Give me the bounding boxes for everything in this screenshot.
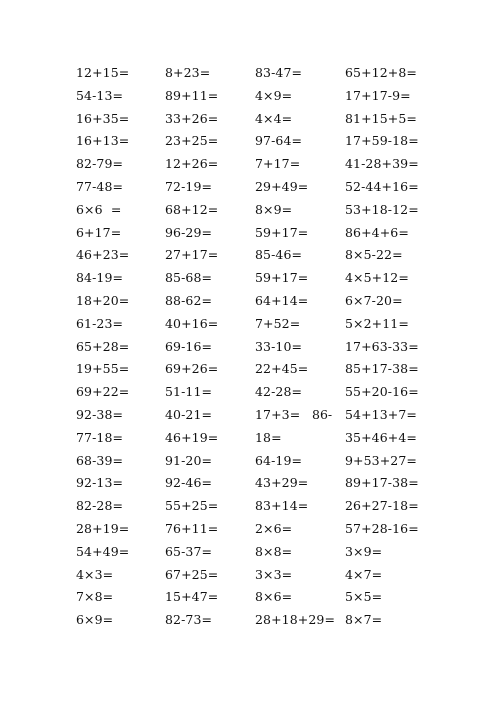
math-problem: 82-73=: [165, 612, 213, 628]
math-problem: 54+49=: [76, 543, 130, 559]
problem-row: [0, 382, 500, 402]
math-problem: 12+26=: [165, 156, 219, 172]
problem-row: [0, 496, 500, 516]
math-problem: 17+63-33=: [345, 338, 419, 354]
math-problem: 40-21=: [165, 407, 213, 422]
math-problem: 43+29=: [255, 475, 309, 491]
math-problem: 4×7=: [345, 566, 383, 582]
math-problem: 18=: [255, 429, 282, 445]
math-problem: 35+46+4=: [345, 429, 417, 445]
math-problem: 64-19=: [255, 452, 303, 468]
math-problem: 8×7=: [345, 612, 383, 628]
math-problem: 55+25=: [165, 498, 219, 514]
math-problem: 88-62=: [165, 293, 213, 308]
math-problem: 53+18-12=: [345, 201, 419, 217]
math-problem: 65+28=: [76, 338, 130, 354]
math-problem: 54-13=: [76, 87, 124, 103]
math-problem: 4×9=: [255, 87, 293, 103]
math-problem: 19+55=: [76, 361, 130, 377]
problem-row: [0, 519, 500, 539]
math-problem: 9+53+27=: [345, 452, 417, 468]
problem-row: [0, 154, 500, 174]
math-problem: 65-37=: [165, 543, 213, 559]
problem-row: [0, 451, 500, 471]
math-problem: 67+25=: [165, 566, 219, 582]
problem-row: [0, 86, 500, 106]
math-problem: 6×9=: [76, 612, 114, 628]
math-problem: 41-28+39=: [345, 156, 419, 172]
math-problem: 92-13=: [76, 475, 124, 491]
math-problem: 85+17-38=: [345, 361, 419, 377]
math-problem: 28+19=: [76, 521, 130, 536]
math-problem: 7+52=: [255, 315, 301, 331]
problem-row: [0, 245, 500, 265]
math-problem: 57+28-16=: [345, 521, 419, 536]
math-problem: 4×5+12=: [345, 270, 409, 286]
math-problem: 51-11=: [165, 384, 213, 400]
math-problem: 23+25=: [165, 133, 219, 149]
math-problem: 18+20=: [76, 293, 130, 308]
math-problem: 16+35=: [76, 110, 130, 126]
math-problem: 8+23=: [165, 65, 211, 80]
problem-row: [0, 542, 500, 562]
math-problem: 96-29=: [165, 224, 213, 240]
math-problem: 15+47=: [165, 589, 219, 605]
problem-row: [0, 109, 500, 129]
math-problem: 6+17=: [76, 224, 122, 240]
math-problem: 97-64=: [255, 133, 303, 149]
math-problem: 59+17=: [255, 224, 309, 240]
math-problem: 84-19=: [76, 270, 124, 286]
math-problem: 55+20-16=: [345, 384, 419, 400]
math-problem: 42-28=: [255, 384, 303, 400]
math-problem: 83+14=: [255, 498, 309, 514]
math-problem: 8×8=: [255, 543, 293, 559]
math-problem: 8×6=: [255, 589, 293, 605]
math-problem: 85-68=: [165, 270, 213, 286]
problem-row: [0, 268, 500, 288]
math-problem: 7+17=: [255, 156, 301, 172]
problem-row: [0, 473, 500, 493]
problem-row: [0, 610, 500, 630]
math-problem: 40+16=: [165, 315, 219, 331]
math-problem: 17+17-9=: [345, 87, 411, 103]
math-problem: 92-38=: [76, 407, 124, 422]
math-problem: 72-19=: [165, 179, 213, 194]
math-problem: 28+18+29=: [255, 612, 336, 628]
math-problem: 8×5-22=: [345, 247, 403, 263]
math-problem: 89+17-38=: [345, 475, 419, 491]
problem-row: [0, 359, 500, 379]
math-problem: 77-18=: [76, 429, 124, 445]
math-problem: 17+3=: [255, 407, 301, 422]
math-problem: 64+14=: [255, 293, 309, 308]
math-problem: 33+26=: [165, 110, 219, 126]
math-problem: 12+15=: [76, 65, 130, 80]
math-problem: 61-23=: [76, 315, 124, 331]
math-problem: 3×9=: [345, 543, 383, 559]
math-problem: 27+17=: [165, 247, 219, 263]
math-problem: 46+23=: [76, 247, 130, 263]
math-problem: 86+4+6=: [345, 224, 409, 240]
math-problem: 46+19=: [165, 429, 219, 445]
problem-row: [0, 337, 500, 357]
math-problem: 68-39=: [76, 452, 124, 468]
math-problem: 85-46=: [255, 247, 303, 263]
math-problem: 16+13=: [76, 133, 130, 149]
problem-row: [0, 63, 500, 83]
problem-row: [0, 428, 500, 448]
math-problem: 26+27-18=: [345, 498, 419, 514]
math-problem: 17+59-18=: [345, 133, 419, 149]
math-problem: 83-47=: [255, 65, 303, 80]
math-problem: 69-16=: [165, 338, 213, 354]
math-problem: 76+11=: [165, 521, 219, 536]
problem-row: [0, 565, 500, 585]
math-problem: 29+49=: [255, 179, 309, 194]
problem-row: [0, 314, 500, 334]
math-problem: 91-20=: [165, 452, 213, 468]
problem-row: [0, 177, 500, 197]
math-problem: 22+45=: [255, 361, 309, 377]
math-problem: 82-28=: [76, 498, 124, 514]
problem-row: [0, 223, 500, 243]
problem-row: [0, 131, 500, 151]
math-problem: 6×7-20=: [345, 293, 403, 308]
math-problem: 6×6 =: [76, 201, 122, 217]
math-problem: 5×5=: [345, 589, 383, 605]
problem-row: [0, 405, 500, 425]
problem-row: [0, 587, 500, 607]
math-problem: 7×8=: [76, 589, 114, 605]
math-problem: 81+15+5=: [345, 110, 417, 126]
wrapped-problem-fragment: 86-: [312, 407, 333, 422]
math-problem: 52-44+16=: [345, 179, 419, 194]
math-problem: 69+22=: [76, 384, 130, 400]
math-problem: 89+11=: [165, 87, 219, 103]
math-problem: 5×2+11=: [345, 315, 409, 331]
math-problem: 4×3=: [76, 566, 114, 582]
math-problem: 92-46=: [165, 475, 213, 491]
math-problem: 69+26=: [165, 361, 219, 377]
math-problem: 82-79=: [76, 156, 124, 172]
math-problem: 59+17=: [255, 270, 309, 286]
math-problem: 77-48=: [76, 179, 124, 194]
math-problem: 3×3=: [255, 566, 293, 582]
problem-row: [0, 291, 500, 311]
math-problem: 8×9=: [255, 201, 293, 217]
math-problem: 33-10=: [255, 338, 303, 354]
math-problem: 4×4=: [255, 110, 293, 126]
math-problem: 65+12+8=: [345, 65, 417, 80]
math-problem: 2×6=: [255, 521, 293, 536]
math-problem: 68+12=: [165, 201, 219, 217]
math-problem: 54+13+7=: [345, 407, 417, 422]
problem-row: [0, 200, 500, 220]
